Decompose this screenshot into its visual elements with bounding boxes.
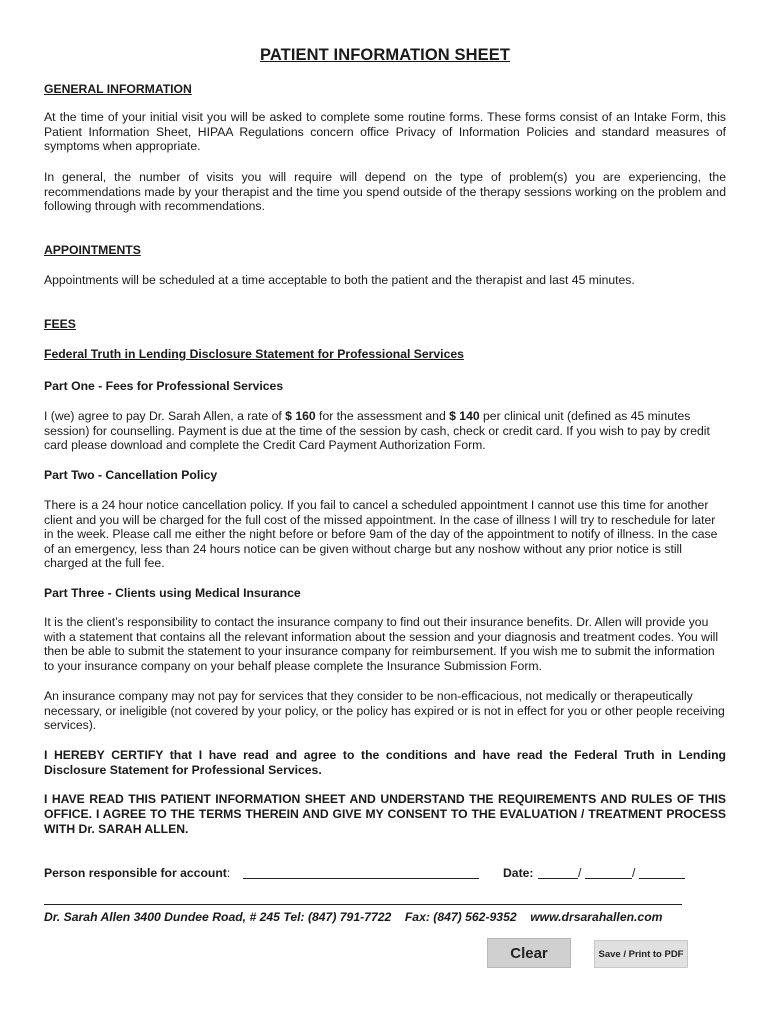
part-two-heading: Part Two - Cancellation Policy	[44, 468, 218, 482]
part-three-paragraph-1: It is the client’s responsibility to contact the insurance company to find out their insurance benefits. Dr. Allen will provide you with a statement that contains all the relevant information about the session and your diagnosis and treatment codes. You will then be able to submit the statement to your insurance company for reimbursement. If you wish me to submit the information to your insurance company on your behalf please complete the Insurance Submission Form.	[44, 615, 719, 673]
clear-button[interactable]: Clear	[487, 938, 571, 968]
certify-statement: I HEREBY CERTIFY that I have read and agree to the conditions and have read the Federal Truth in Lending Disclosure Statement for Professional Services.	[44, 748, 726, 777]
fees-heading: FEES	[44, 317, 76, 331]
person-responsible-field[interactable]	[243, 868, 479, 879]
part-one-paragraph	[44, 409, 726, 453]
part-one-text-a: I (we) agree to pay Dr. Sarah Allen, a rate of	[44, 409, 286, 423]
date-day-field[interactable]	[585, 868, 632, 879]
date-separator-2: /	[632, 866, 636, 880]
assessment-rate: $ 160	[285, 409, 316, 423]
date-year-field[interactable]	[639, 868, 685, 879]
general-heading: GENERAL INFORMATION	[44, 82, 192, 96]
footer-address: Dr. Sarah Allen 3400 Dundee Road, # 245	[44, 910, 280, 924]
clinical-unit-rate: $ 140	[449, 409, 480, 423]
date-label: Date:	[503, 866, 534, 880]
part-three-heading: Part Three - Clients using Medical Insurance	[44, 586, 301, 600]
person-responsible-text: Person responsible for account	[44, 866, 227, 880]
appointments-paragraph: Appointments will be scheduled at a time acceptable to both the patient and the therapist and last 45 minutes.	[44, 273, 635, 287]
appointments-heading: APPOINTMENTS	[44, 243, 141, 257]
footer-contact	[44, 910, 704, 924]
date-month-field[interactable]	[538, 868, 578, 879]
date-separator-1: /	[578, 866, 582, 880]
truth-in-lending-heading: Federal Truth in Lending Disclosure Statement for Professional Services	[44, 347, 464, 361]
footer-tel: Tel: (847) 791-7722	[283, 910, 392, 924]
person-responsible-label	[44, 866, 230, 880]
part-one-heading: Part One - Fees for Professional Services	[44, 379, 284, 393]
part-three-paragraph-2: An insurance company may not pay for services that they consider to be non-efficacious, not medically or therapeutically necessary, or ineligible (not covered by your policy, or the policy has expired or is not in effect for you or other people receiving services).	[44, 689, 725, 733]
person-responsible-colon: :	[226, 866, 231, 880]
part-one-text-b: for the assessment and	[315, 409, 450, 423]
footer-fax: Fax: (847) 562-9352	[404, 910, 517, 924]
page-title: PATIENT INFORMATION SHEET	[260, 46, 510, 64]
footer-divider	[44, 904, 682, 905]
general-paragraph-1: At the time of your initial visit you will be asked to complete some routine forms. These forms consist of an Intake Form, this Patient Information Sheet, HIPAA Regulations concern office Privacy of Information Policies and standard measures of symptoms when appropriate.	[44, 110, 726, 154]
footer-website: www.drsarahallen.com	[530, 910, 663, 924]
part-one-text-c: per clinical unit (defined as 45 minutes session) for counselling. Payment is due at the time of the session by cash, check or credit card. If you wish to pay by credit card please download and complete the Credit Card Payment Authorization Form.	[44, 409, 710, 453]
part-two-paragraph: There is a 24 hour notice cancellation policy. If you fail to cancel a scheduled appointment I cannot use this time for another client and you will be charged for the full cost of the missed appointment. In the case of illness I will try to reschedule for later in the week. Please call me either the night before or before 9am of the day of the appointment to notify of illness. In the case of an emergency, less than 24 hours notice can be given without charge but any noshow without any prior notice is still charged at the full fee.	[44, 498, 718, 571]
general-paragraph-2: In general, the number of visits you will require will depend on the type of problem(s) you are experiencing, the recommendations made by your therapist and the time you spend outside of the therapy sessions working on the problem and following through with recommendations.	[44, 170, 726, 214]
consent-statement: I HAVE READ THIS PATIENT INFORMATION SHEET AND UNDERSTAND THE REQUIREMENTS AND RULES OF THIS OFFICE. I AGREE TO THE TERMS THEREIN AND GIVE MY CONSENT TO THE EVALUATION / TREATMENT PROCESS WITH Dr. SARAH ALLEN.	[44, 792, 726, 836]
save-print-pdf-button[interactable]: Save / Print to PDF	[594, 940, 688, 968]
